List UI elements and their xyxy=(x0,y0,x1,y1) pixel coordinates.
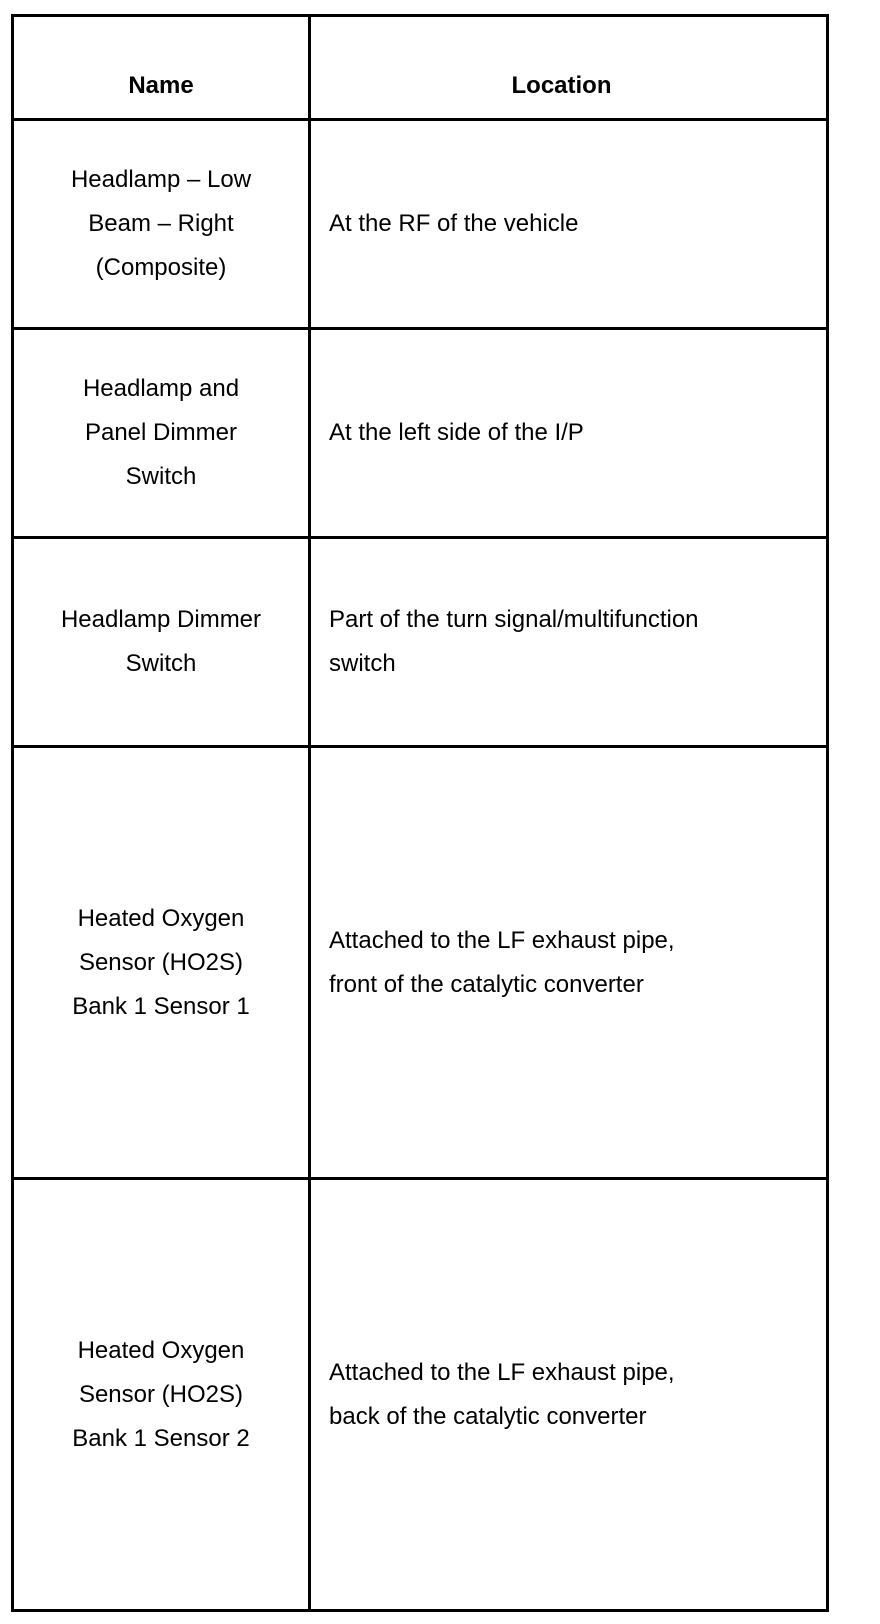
table-row xyxy=(14,330,829,539)
cell-name: Heated Oxygen Sensor (HO2S) Bank 1 Sensor 1 xyxy=(14,748,311,1177)
column-header-location: Location xyxy=(311,17,829,118)
table-row xyxy=(14,539,829,748)
cell-name: Headlamp – Low Beam – Right (Composite) xyxy=(14,121,311,327)
table-row xyxy=(14,748,829,1180)
component-location-table xyxy=(11,14,829,1612)
cell-name: Headlamp and Panel Dimmer Switch xyxy=(14,330,311,536)
cell-location: At the RF of the vehicle xyxy=(311,121,829,327)
cell-location: At the left side of the I/P xyxy=(311,330,829,536)
cell-name: Heated Oxygen Sensor (HO2S) Bank 1 Sensor 2 xyxy=(14,1180,311,1609)
table-row xyxy=(14,121,829,330)
cell-location: Attached to the LF exhaust pipe, back of the catalytic converter xyxy=(311,1180,829,1609)
cell-location: Part of the turn signal/multifunction switch xyxy=(311,539,829,745)
table-row xyxy=(14,1180,829,1612)
cell-location: Attached to the LF exhaust pipe, front of the catalytic converter xyxy=(311,748,829,1177)
table-header-row xyxy=(14,17,829,121)
cell-name: Headlamp Dimmer Switch xyxy=(14,539,311,745)
column-header-name: Name xyxy=(14,17,311,118)
